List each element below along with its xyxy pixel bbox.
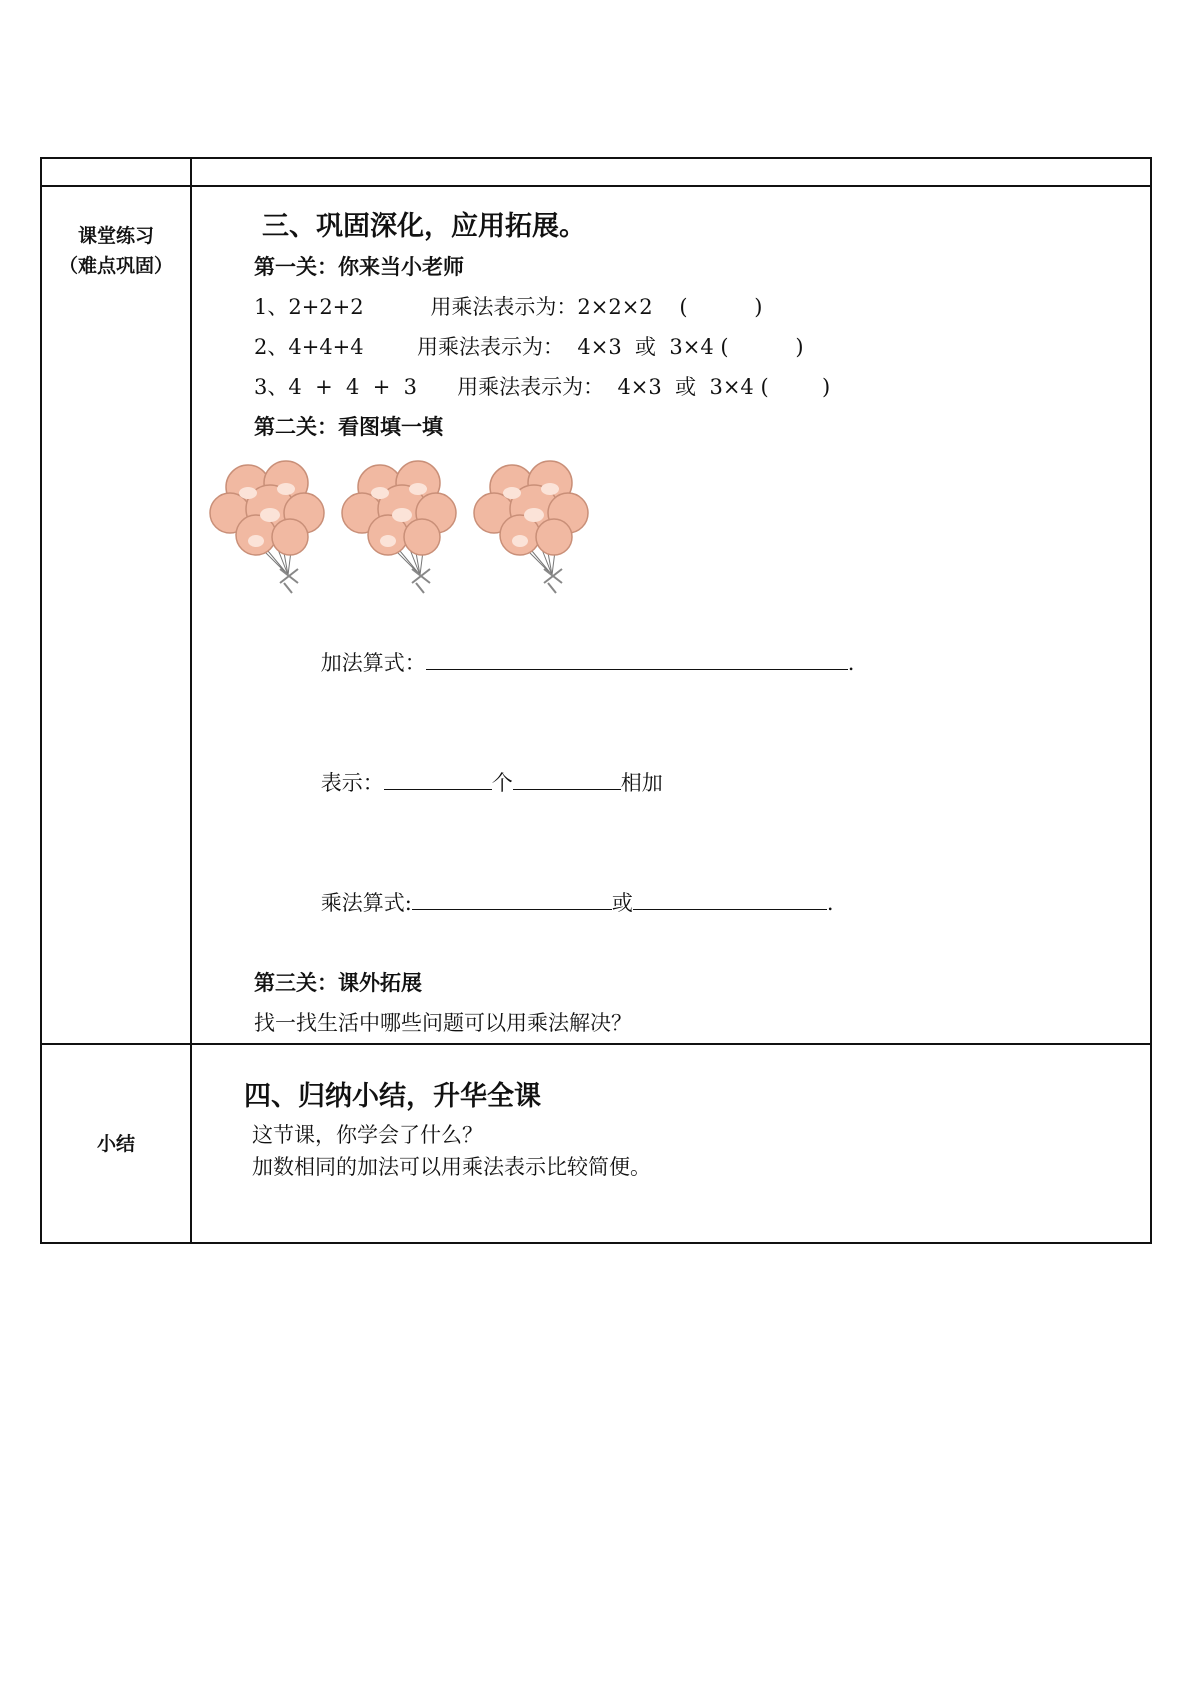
summary-line-1: 这节课，你学会了什么？ <box>252 1123 483 1147</box>
bear-balloons-image <box>208 457 1150 597</box>
lesson-table <box>40 157 1152 1244</box>
level1-item-1: 1、2+2+2 用乘法表示为：2×2×2 ( ) <box>254 295 763 319</box>
practice-content <box>192 187 1150 1043</box>
practice-label-cell <box>41 186 191 1044</box>
practice-label-line1: 课堂练习 <box>77 225 154 247</box>
multiplication-blank-1[interactable] <box>412 885 612 910</box>
level1-item-3: 3、4 + 4 + 3 用乘法表示为： 4×3 或 3×4 ( ) <box>254 375 831 399</box>
multiplication-label: 乘法算式: <box>320 891 412 915</box>
meaning-line <box>254 723 1150 843</box>
addition-label: 加法算式： <box>320 651 426 675</box>
addition-line <box>254 603 1150 723</box>
practice-row <box>41 186 1151 1044</box>
multiplication-blank-2[interactable] <box>633 885 827 910</box>
meaning-label: 表示： <box>320 771 384 795</box>
level3-question: 找一找生活中哪些问题可以用乘法解决？ <box>254 1011 632 1035</box>
meaning-blank-1[interactable] <box>384 765 492 790</box>
meaning-blank-2[interactable] <box>513 765 621 790</box>
multiplication-mid: 或 <box>611 891 633 915</box>
level2-title: 第二关：看图填一填 <box>254 415 443 439</box>
lesson-plan-table <box>40 157 1152 1244</box>
practice-label-line2: （难点巩固） <box>58 255 173 277</box>
section-title-practice: 三、巩固深化，应用拓展。 <box>262 211 586 242</box>
summary-row <box>41 1044 1151 1243</box>
header-right-cell <box>191 158 1151 186</box>
bear-balloons-icon <box>208 457 332 597</box>
bear-balloons-icon <box>472 457 596 597</box>
summary-content <box>192 1045 1150 1183</box>
level1-title: 第一关：你来当小老师 <box>254 255 464 279</box>
multiplication-line <box>254 843 1150 963</box>
multiplication-end: . <box>826 891 834 915</box>
header-left-cell <box>41 158 191 186</box>
meaning-mid: 个 <box>491 771 513 795</box>
meaning-end: 相加 <box>620 771 663 795</box>
practice-content-cell <box>191 186 1151 1044</box>
level1-item-2: 2、4+4+4 用乘法表示为： 4×3 或 3×4 ( ) <box>254 335 804 359</box>
summary-line-2: 加数相同的加法可以用乘法表示比较简便。 <box>252 1155 651 1179</box>
bear-balloons-icon <box>340 457 464 597</box>
section-title-summary: 四、归纳小结，升华全课 <box>244 1081 541 1112</box>
summary-content-cell <box>191 1044 1151 1243</box>
summary-label: 小结 <box>96 1132 135 1155</box>
addition-end: . <box>847 651 855 675</box>
practice-label <box>42 187 190 281</box>
level3-title: 第三关：课外拓展 <box>254 971 422 995</box>
addition-blank[interactable] <box>426 645 848 670</box>
summary-label-cell <box>41 1044 191 1243</box>
header-row <box>41 158 1151 186</box>
